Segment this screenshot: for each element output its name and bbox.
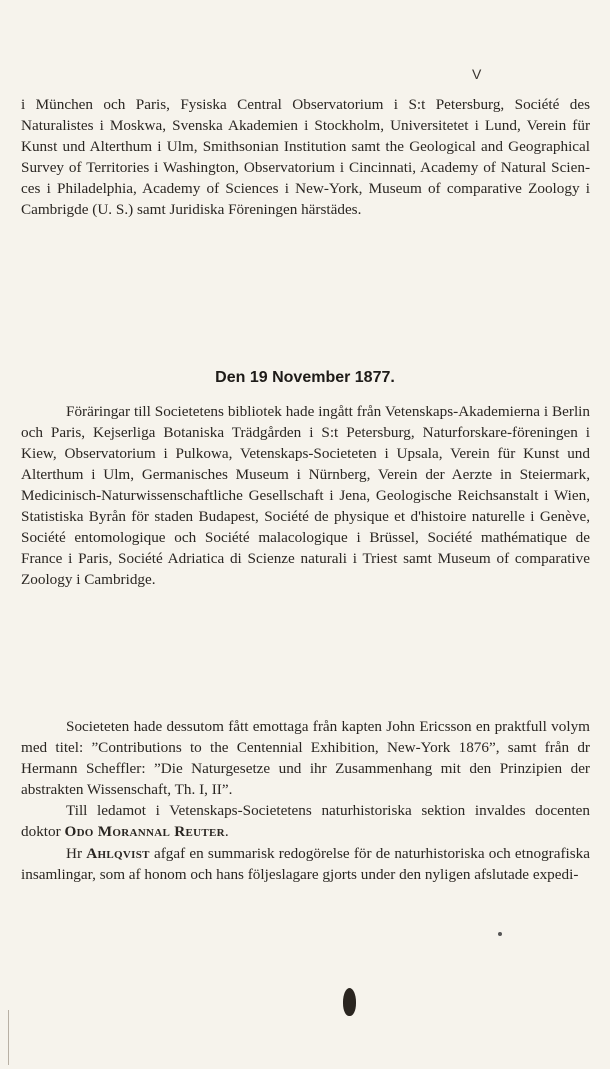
report-text-before: Hr bbox=[66, 845, 87, 862]
paragraph-report bbox=[21, 843, 590, 885]
member-name: Odo Morannal Reuter bbox=[64, 823, 225, 840]
margin-mark bbox=[8, 1010, 9, 1065]
section-heading-date: Den 19 November 1877. bbox=[215, 369, 395, 386]
ink-blot bbox=[343, 988, 356, 1016]
speaker-name: Ahlqvist bbox=[86, 845, 150, 862]
report-text-after: afgaf en summarisk redogörelse för de naturhistoriska och etnografiska insamlingar, som af honom och hans följeslagare gjorts under den nyligen afslutade expedi- bbox=[21, 845, 590, 883]
election-text-before: Till ledamot i Vetenskaps-Societetens naturhistoriska sektion invaldes docenten doktor bbox=[21, 802, 590, 840]
paragraph-donations: Föräringar till Societetens bibliotek hade ingått från Vetenskaps-Akademierna i Berlin och Paris, Kejserliga Botaniska Trädgården i S:t Petersburg, Naturforskare-föreningen i Kiew, Observatorium i Pulkowa, Vetenskaps-Societeten i Upsala, Verein für Kunst und Alterthum i Ulm, Germanisches Museum i Nürnberg, Verein der Aerzte in Steiermark, Medicinisch-Naturwissenschaftliche Gesellschaft i Jena, Geologische Reichsanstalt i Wien, Statistiska Byrån för staden Budapest, Société de physique et d'histoire naturelle i Genève, Société entomologique och Société malacologique i Brüssel, Société mathématique de France i Paris, Société Adriatica di Scienze naturali i Triest samt Museum of comparative Zoology i Cambridge. bbox=[21, 403, 590, 588]
paragraph-continuation: i München och Paris, Fysiska Central Observatorium i S:t Petersburg, Société des Naturalistes i Moskwa, Svenska Akademien i Stockholm, Universitetet i Lund, Verein für Kunst und Alterthum i Ulm, Smithsonian Institution samt the Geological and Geographical Survey of Territories i Washington, Observatorium i Cincinnati, Academy of Natural Sciences i Philadelphia, Academy of Sciences i New-York, Museum of comparative Zoology i Cambrigde (U. S.) samt Juridiska Föreningen härstädes. bbox=[21, 96, 590, 218]
ink-speck bbox=[498, 932, 502, 936]
paragraph-gifts: Societeten hade dessutom fått emottaga från kapten John Ericsson en praktfull volym med titel: ”Contributions to the Centennial Exhibition, New-York 1876”, samt från dr Hermann Scheffler: ”Die Naturgesetze und ihr Zusammenhang mit den Prinzipien der abstrakten Wissenschaft, Th. I, II”. bbox=[21, 718, 590, 798]
election-text-after: . bbox=[224, 823, 229, 840]
page-number: V bbox=[472, 66, 482, 82]
paragraph-election bbox=[21, 800, 590, 842]
